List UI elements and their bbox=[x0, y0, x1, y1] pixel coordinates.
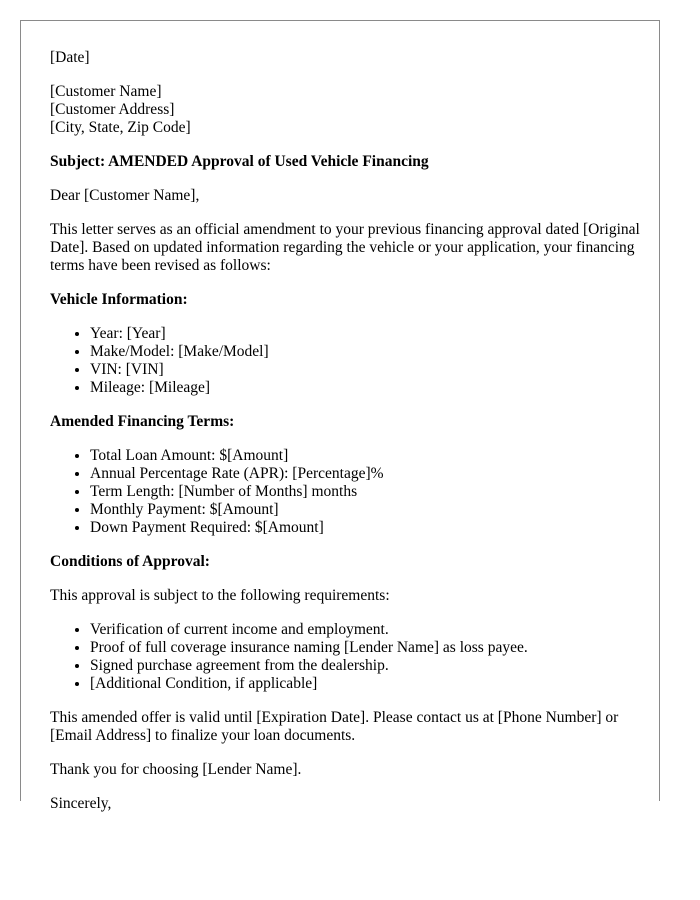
recipient-block bbox=[50, 83, 640, 137]
vehicle-info-heading: Vehicle Information: bbox=[50, 291, 188, 308]
list-item: • Annual Percentage Rate (APR): [Percentage]% bbox=[90, 465, 640, 483]
list-item: • [Additional Condition, if applicable] bbox=[90, 675, 640, 693]
list-item: • Monthly Payment: $[Amount] bbox=[90, 501, 640, 519]
financing-terms-heading: Amended Financing Terms: bbox=[50, 413, 235, 430]
list-item: • Verification of current income and employment. bbox=[90, 621, 640, 639]
thanks-paragraph: Thank you for choosing [Lender Name]. bbox=[50, 761, 302, 778]
list-item: • Year: [Year] bbox=[90, 325, 640, 343]
list-item: • VIN: [VIN] bbox=[90, 361, 640, 379]
list-item: • Term Length: [Number of Months] months bbox=[90, 483, 640, 501]
list-item: • Total Loan Amount: $[Amount] bbox=[90, 447, 640, 465]
conditions-intro: This approval is subject to the following requirements: bbox=[50, 587, 390, 604]
letter-body bbox=[50, 49, 640, 829]
letter-subject: Subject: AMENDED Approval of Used Vehicle Financing bbox=[50, 153, 429, 170]
list-item: • Mileage: [Mileage] bbox=[90, 379, 640, 397]
closing: Sincerely, bbox=[50, 795, 112, 812]
recipient-city-state-zip: [City, State, Zip Code] bbox=[50, 119, 191, 136]
list-item: • Signed purchase agreement from the dealership. bbox=[90, 657, 640, 675]
letter-page bbox=[20, 20, 660, 812]
recipient-name: [Customer Name] bbox=[50, 83, 162, 100]
letter-date: [Date] bbox=[50, 49, 90, 66]
list-item: • Down Payment Required: $[Amount] bbox=[90, 519, 640, 537]
intro-paragraph: This letter serves as an official amendment to your previous financing approval dated [Original Date]. Based on updated information regarding the vehicle or your application, your financing terms have been revised as follows: bbox=[50, 221, 640, 274]
list-item: • Make/Model: [Make/Model] bbox=[90, 343, 640, 361]
list-item: • Proof of full coverage insurance naming [Lender Name] as loss payee. bbox=[90, 639, 640, 657]
conditions-list bbox=[50, 621, 640, 693]
financing-terms-list bbox=[50, 447, 640, 537]
conditions-heading: Conditions of Approval: bbox=[50, 553, 210, 570]
validity-paragraph: This amended offer is valid until [Expiration Date]. Please contact us at [Phone Number] or [Email Address] to finalize your loan documents. bbox=[50, 709, 619, 744]
vehicle-info-list bbox=[50, 325, 640, 397]
recipient-address: [Customer Address] bbox=[50, 101, 175, 118]
salutation: Dear [Customer Name], bbox=[50, 187, 200, 204]
